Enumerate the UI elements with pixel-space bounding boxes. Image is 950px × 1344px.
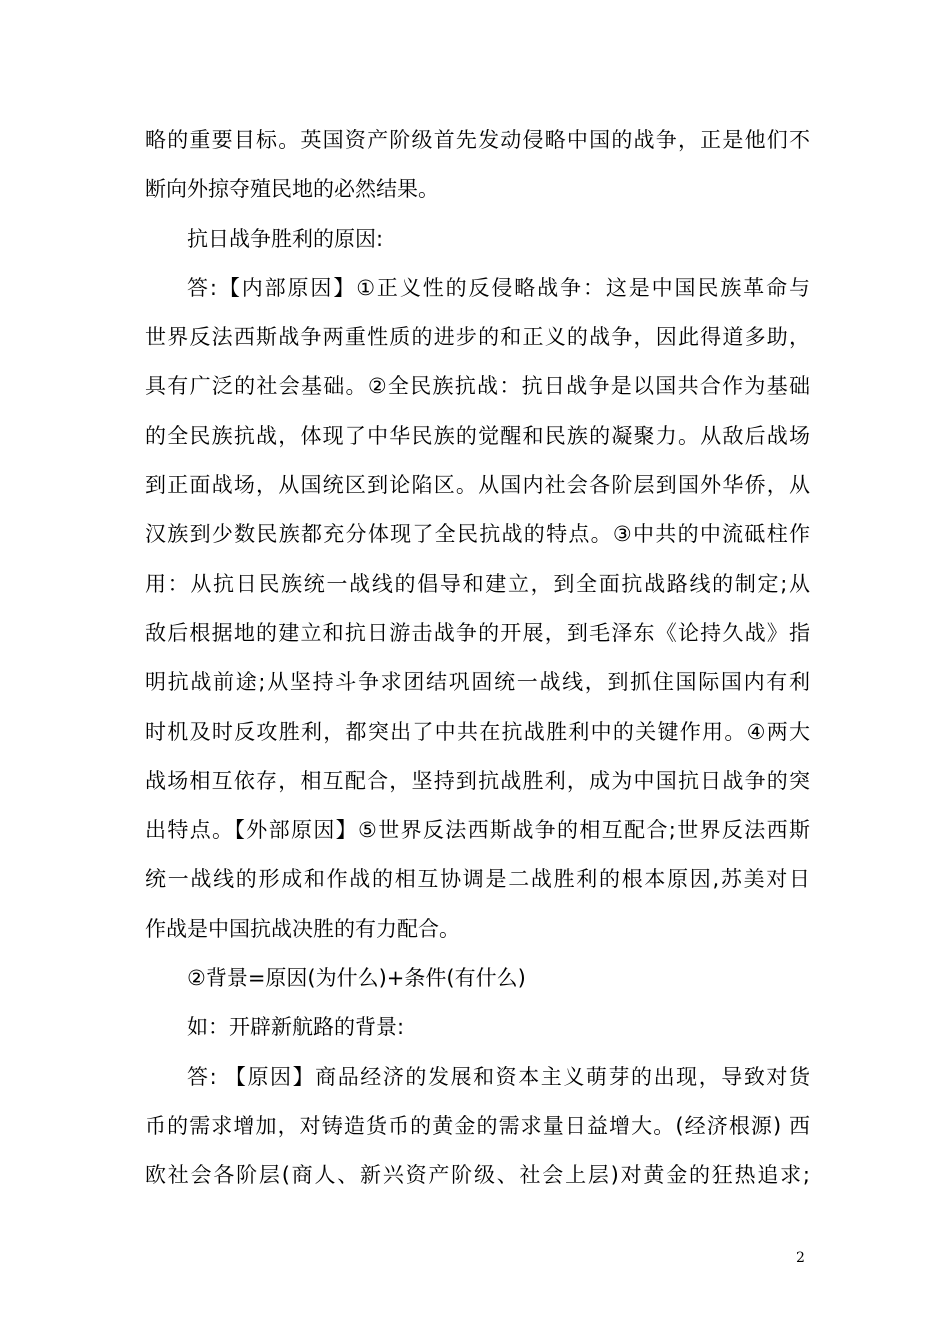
- page-number: 2: [796, 1250, 805, 1266]
- text-line: 到正面战场，从国统区到论陷区。从国内社会各阶层到国外华侨，从: [145, 473, 810, 498]
- text-line: 作战是中国抗战决胜的有力配合。: [145, 916, 460, 941]
- text-line: 战场相互依存，相互配合，坚持到抗战胜利，成为中国抗日战争的突: [145, 768, 810, 793]
- text-line: 断向外掠夺殖民地的必然结果。: [145, 177, 439, 202]
- text-line: ②背景=原因(为什么)+条件(有什么): [187, 966, 526, 991]
- text-line: 出特点。【外部原因】⑤世界反法西斯战争的相互配合;世界反法西斯: [145, 818, 810, 843]
- text-line: 用：从抗日民族统一战线的倡导和建立，到全面抗战路线的制定;从: [145, 571, 810, 596]
- text-line: 答:【内部原因】①正义性的反侵略战争：这是中国民族革命与: [187, 275, 810, 300]
- text-line: 欧社会各阶层(商人、新兴资产阶级、社会上层)对黄金的狂热追求;: [145, 1163, 810, 1188]
- text-line: 敌后根据地的建立和抗日游击战争的开展，到毛泽东《论持久战》指: [145, 620, 810, 645]
- text-line: 的全民族抗战，体现了中华民族的觉醒和民族的凝聚力。从敌后战场: [145, 423, 810, 448]
- body-text: [145, 116, 810, 1201]
- text-line: 具有广泛的社会基础。②全民族抗战：抗日战争是以国共合作为基础: [145, 374, 810, 399]
- text-line: 币的需求增加，对铸造货币的黄金的需求量日益增大。(经济根源) 西: [145, 1113, 810, 1138]
- text-line: 统一战线的形成和作战的相互协调是二战胜利的根本原因,苏美对日: [145, 867, 810, 892]
- text-line: 答: 【原因】商品经济的发展和资本主义萌芽的出现，导致对货: [187, 1064, 810, 1089]
- text-line: 汉族到少数民族都充分体现了全民抗战的特点。③中共的中流砥柱作: [145, 522, 810, 547]
- section-heading: 抗日战争胜利的原因:: [187, 226, 384, 251]
- text-line: 略的重要目标。英国资产阶级首先发动侵略中国的战争，正是他们不: [145, 128, 810, 152]
- section-heading: 如：开辟新航路的背景:: [187, 1015, 405, 1040]
- text-line: 时机及时反攻胜利，都突出了中共在抗战胜利中的关键作用。④两大: [145, 719, 810, 744]
- text-line: 明抗战前途;从坚持斗争求团结巩固统一战线，到抓住国际国内有利: [145, 670, 810, 695]
- text-line: 世界反法西斯战争两重性质的进步的和正义的战争，因此得道多助，: [145, 325, 810, 350]
